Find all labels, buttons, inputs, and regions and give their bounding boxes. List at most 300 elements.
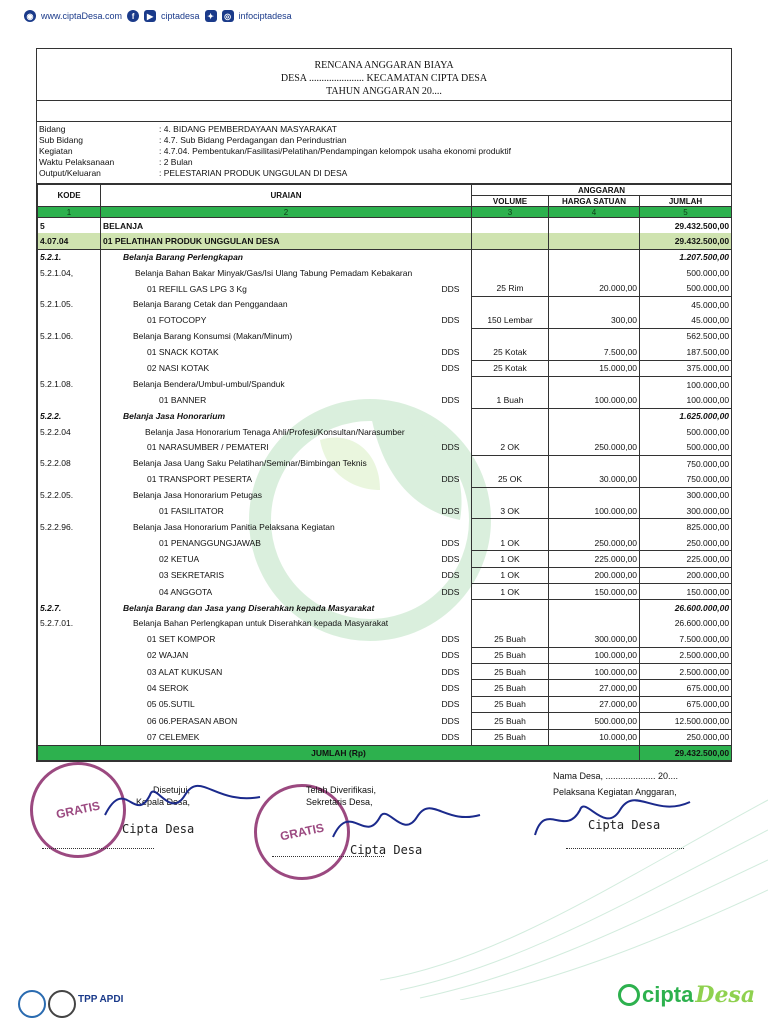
cell-uraian: 02 WAJAN <box>101 647 440 663</box>
instagram-link[interactable]: infociptadesa <box>238 11 292 21</box>
cell-uraian: 01 TRANSPORT PESERTA <box>101 471 440 487</box>
cell-kode <box>38 312 101 328</box>
info-value: : 4. BIDANG PEMBERDAYAAN MASYARAKAT <box>159 124 337 134</box>
cell-volume: 25 Rim <box>472 281 549 297</box>
cell-source: DDS <box>440 583 472 599</box>
cell-harga: 100.000,00 <box>549 647 640 663</box>
col-number: 3 <box>472 207 549 218</box>
cell-uraian: 01 PENANGGUNGJAWAB <box>101 535 440 551</box>
cell-volume: 3 OK <box>472 503 549 519</box>
cell-jumlah: 675.000,00 <box>640 680 732 696</box>
info-value: : 4.7.04. Pembentukan/Fasilitasi/Pelatihan/Pendampingan kelompok usaha ekonomi produktif <box>159 146 512 156</box>
cell-harga <box>549 600 640 616</box>
cell-source <box>440 249 472 265</box>
stamp-text: GRATIS <box>278 820 326 844</box>
cell-source <box>440 424 472 439</box>
header-anggaran: ANGGARAN <box>472 185 732 196</box>
table-row <box>38 519 732 535</box>
table-row <box>38 439 732 455</box>
table-row <box>38 551 732 567</box>
cell-kode <box>38 551 101 567</box>
info-row <box>39 146 729 157</box>
cell-volume: 25 Buah <box>472 647 549 663</box>
table-row <box>38 729 732 745</box>
sig-middle-line2: Sekretaris Desa, <box>306 797 373 807</box>
cell-kode <box>38 567 101 583</box>
cell-jumlah: 29.432.500,00 <box>640 218 732 234</box>
cell-source: DDS <box>440 439 472 455</box>
total-label: JUMLAH (Rp) <box>38 745 640 760</box>
cell-kode: 5.2.7.01. <box>38 616 101 631</box>
cell-volume: 25 Buah <box>472 680 549 696</box>
cell-harga <box>549 376 640 392</box>
cell-uraian: 07 CELEMEK <box>101 729 440 745</box>
cell-source <box>440 296 472 312</box>
cell-jumlah: 750.000,00 <box>640 471 732 487</box>
cell-uraian: 04 ANGGOTA <box>101 583 440 599</box>
cell-kode <box>38 535 101 551</box>
cell-kode: 5.2.1.06. <box>38 328 101 344</box>
cell-harga: 100.000,00 <box>549 503 640 519</box>
cell-jumlah: 500.000,00 <box>640 281 732 297</box>
cell-kode: 5.2.2.96. <box>38 519 101 535</box>
cell-harga: 300,00 <box>549 312 640 328</box>
cell-harga: 250.000,00 <box>549 439 640 455</box>
table-row <box>38 424 732 439</box>
sig-middle-line1: Telah Diverifikasi, <box>306 785 377 795</box>
cell-source <box>440 455 472 471</box>
cell-harga: 200.000,00 <box>549 567 640 583</box>
info-value: : 4.7. Sub Bidang Perdagangan dan Perindustrian <box>159 135 347 145</box>
cell-kode <box>38 713 101 729</box>
cell-uraian: 03 SEKRETARIS <box>101 567 440 583</box>
activity-info <box>37 122 731 184</box>
cell-uraian: 01 SET KOMPOR <box>101 631 440 647</box>
cell-harga <box>549 249 640 265</box>
table-row <box>38 583 732 599</box>
cell-jumlah: 500.000,00 <box>640 424 732 439</box>
cell-jumlah: 200.000,00 <box>640 567 732 583</box>
cell-volume: 150 Lembar <box>472 312 549 328</box>
cell-jumlah: 1.625.000,00 <box>640 408 732 424</box>
cell-volume: 1 OK <box>472 535 549 551</box>
cell-source <box>440 616 472 631</box>
header-kode: KODE <box>38 185 101 207</box>
cell-jumlah: 12.500.000,00 <box>640 713 732 729</box>
table-row <box>38 616 732 631</box>
cell-volume <box>472 296 549 312</box>
table-row <box>38 600 732 616</box>
cell-source: DDS <box>440 663 472 679</box>
social-bar <box>24 8 292 24</box>
cell-harga <box>549 265 640 280</box>
info-row <box>39 124 729 135</box>
cell-volume: 25 Buah <box>472 713 549 729</box>
cell-source: DDS <box>440 344 472 360</box>
cell-source: DDS <box>440 281 472 297</box>
cell-harga <box>549 296 640 312</box>
cell-kode: 5.2.7. <box>38 600 101 616</box>
table-row <box>38 392 732 408</box>
cell-kode: 5.2.2.08 <box>38 455 101 471</box>
cell-jumlah: 250.000,00 <box>640 535 732 551</box>
table-row <box>38 487 732 503</box>
cell-harga: 30.000,00 <box>549 471 640 487</box>
sig-right-line1: Nama Desa, .................... 20.... <box>553 771 679 781</box>
table-row <box>38 503 732 519</box>
cell-source: DDS <box>440 471 472 487</box>
cell-jumlah: 7.500.000,00 <box>640 631 732 647</box>
info-row <box>39 135 729 146</box>
tpp-apdi-logo <box>78 994 123 1005</box>
tpp-text: TPP <box>78 994 98 1005</box>
cell-uraian: 03 ALAT KUKUSAN <box>101 663 440 679</box>
cell-volume <box>472 600 549 616</box>
table-row <box>38 376 732 392</box>
cell-source: DDS <box>440 696 472 712</box>
cell-jumlah: 825.000,00 <box>640 519 732 535</box>
cell-kode: 5.2.1.05. <box>38 296 101 312</box>
cell-uraian: 01 FASILITATOR <box>101 503 440 519</box>
cell-uraian: Belanja Bendera/Umbul-umbul/Spanduk <box>101 376 440 392</box>
cell-kode <box>38 583 101 599</box>
cell-volume <box>472 249 549 265</box>
cell-jumlah: 150.000,00 <box>640 583 732 599</box>
cell-kode <box>38 392 101 408</box>
table-row <box>38 312 732 328</box>
table-row <box>38 249 732 265</box>
budget-document <box>36 48 732 762</box>
cell-kode: 5.2.2. <box>38 408 101 424</box>
cell-source: DDS <box>440 680 472 696</box>
cell-harga <box>549 218 640 234</box>
cell-jumlah: 750.000,00 <box>640 455 732 471</box>
cell-volume <box>472 328 549 344</box>
cipta-word: cipta <box>642 982 694 1007</box>
total-value: 29.432.500,00 <box>640 745 732 760</box>
cell-jumlah: 500.000,00 <box>640 265 732 280</box>
cell-source: DDS <box>440 392 472 408</box>
info-row <box>39 168 729 179</box>
cell-harga: 100.000,00 <box>549 392 640 408</box>
cell-harga: 100.000,00 <box>549 663 640 679</box>
cell-jumlah: 187.500,00 <box>640 344 732 360</box>
cell-source: DDS <box>440 567 472 583</box>
cell-volume <box>472 455 549 471</box>
cell-uraian: 01 NARASUMBER / PEMATERI <box>101 439 440 455</box>
cell-volume <box>472 218 549 234</box>
cell-volume: 25 Kotak <box>472 360 549 376</box>
cell-volume <box>472 376 549 392</box>
twitter-icon[interactable]: ✦ <box>205 10 217 22</box>
cell-harga: 225.000,00 <box>549 551 640 567</box>
budget-table <box>37 184 732 761</box>
cell-volume: 25 OK <box>472 471 549 487</box>
cell-kode: 4.07.04 <box>38 233 101 249</box>
cell-source: DDS <box>440 535 472 551</box>
cell-jumlah: 2.500.000,00 <box>640 663 732 679</box>
youtube-link[interactable]: ciptadesa <box>161 11 200 21</box>
cell-source <box>440 519 472 535</box>
cell-volume <box>472 487 549 503</box>
cell-harga: 15.000,00 <box>549 360 640 376</box>
title-line-3: TAHUN ANGGARAN 20.... <box>326 86 442 97</box>
cell-volume <box>472 424 549 439</box>
cell-harga <box>549 616 640 631</box>
cell-uraian: BELANJA <box>101 218 440 234</box>
cell-harga: 250.000,00 <box>549 535 640 551</box>
regency-logo-icon <box>48 990 76 1018</box>
info-label: Kegiatan <box>39 146 73 156</box>
sig-right-line2: Pelaksana Kegiatan Anggaran, <box>553 787 677 797</box>
cell-kode <box>38 439 101 455</box>
cell-kode <box>38 281 101 297</box>
cell-kode <box>38 680 101 696</box>
stamp-text: GRATIS <box>54 798 102 822</box>
cell-volume <box>472 616 549 631</box>
globe-icon: ◉ <box>24 10 36 22</box>
cell-uraian: Belanja Bahan Perlengkapan untuk Diserahkan kepada Masyarakat <box>101 616 440 631</box>
cell-uraian: 04 SEROK <box>101 680 440 696</box>
ciptadesa-logo <box>618 982 755 1008</box>
cell-source: DDS <box>440 729 472 745</box>
table-row <box>38 680 732 696</box>
table-row <box>38 471 732 487</box>
sig-left-line2: Kepala Desa, <box>135 797 190 807</box>
cell-jumlah: 26.600.000,00 <box>640 616 732 631</box>
header-jumlah: JUMLAH <box>640 196 732 207</box>
cell-volume <box>472 408 549 424</box>
cell-harga <box>549 455 640 471</box>
cell-harga: 500.000,00 <box>549 713 640 729</box>
cell-kode: 5.2.1. <box>38 249 101 265</box>
table-row <box>38 696 732 712</box>
table-row <box>38 360 732 376</box>
header-volume: VOLUME <box>472 196 549 207</box>
cell-jumlah: 375.000,00 <box>640 360 732 376</box>
table-row <box>38 647 732 663</box>
sig-right-line <box>566 840 684 849</box>
cell-kode: 5.2.1.04, <box>38 265 101 280</box>
cell-harga <box>549 233 640 249</box>
cell-source <box>440 265 472 280</box>
cell-jumlah: 225.000,00 <box>640 551 732 567</box>
cell-harga: 10.000,00 <box>549 729 640 745</box>
cell-jumlah: 562.500,00 <box>640 328 732 344</box>
document-title <box>37 49 731 101</box>
cell-volume: 25 Kotak <box>472 344 549 360</box>
cell-source: DDS <box>440 503 472 519</box>
cipta-leaf-icon <box>618 984 640 1006</box>
cell-uraian: Belanja Barang dan Jasa yang Diserahkan kepada Masyarakat <box>101 600 440 616</box>
info-label: Sub Bidang <box>39 135 83 145</box>
cell-harga: 300.000,00 <box>549 631 640 647</box>
col-number: 5 <box>640 207 732 218</box>
cell-uraian: Belanja Barang Konsumsi (Makan/Minum) <box>101 328 440 344</box>
header-harga: HARGA SATUAN <box>549 196 640 207</box>
cell-kode: 5.2.2.04 <box>38 424 101 439</box>
cell-source <box>440 408 472 424</box>
cell-uraian: 01 REFILL GAS LPG 3 Kg <box>101 281 440 297</box>
cell-harga: 27.000,00 <box>549 680 640 696</box>
cell-harga <box>549 519 640 535</box>
cell-jumlah: 29.432.500,00 <box>640 233 732 249</box>
cell-kode: 5.2.2.05. <box>38 487 101 503</box>
cell-jumlah: 2.500.000,00 <box>640 647 732 663</box>
table-row <box>38 281 732 297</box>
cell-source: DDS <box>440 647 472 663</box>
cell-uraian: Belanja Jasa Honorarium Tenaga Ahli/Profesi/Konsultan/Narasumber <box>101 424 440 439</box>
col-number: 4 <box>549 207 640 218</box>
sig-left-line1: Disetujui, <box>152 785 190 795</box>
cell-kode <box>38 663 101 679</box>
website-link[interactable]: www.ciptaDesa.com <box>41 11 123 21</box>
cell-kode: 5 <box>38 218 101 234</box>
cell-source: DDS <box>440 551 472 567</box>
sig-left-line <box>42 840 154 849</box>
cell-harga: 7.500,00 <box>549 344 640 360</box>
cell-kode <box>38 729 101 745</box>
table-row <box>38 218 732 234</box>
header-uraian: URAIAN <box>101 185 472 207</box>
cell-volume: 2 OK <box>472 439 549 455</box>
table-row <box>38 265 732 280</box>
cell-uraian: 06 06.PERASAN ABON <box>101 713 440 729</box>
info-label: Bidang <box>39 124 66 134</box>
sig-middle-name: Cipta Desa <box>350 843 423 857</box>
youtube-icon[interactable]: ▶ <box>144 10 156 22</box>
col-number: 2 <box>101 207 472 218</box>
cell-uraian: 05 05.SUTIL <box>101 696 440 712</box>
cell-uraian: 01 FOTOCOPY <box>101 312 440 328</box>
cell-kode <box>38 344 101 360</box>
title-spacer <box>37 101 731 122</box>
cell-source <box>440 600 472 616</box>
cell-harga: 20.000,00 <box>549 281 640 297</box>
cell-jumlah: 100.000,00 <box>640 376 732 392</box>
info-value: : 2 Bulan <box>159 157 193 167</box>
cell-uraian: Belanja Bahan Bakar Minyak/Gas/Isi Ulang Tabung Pemadam Kebakaran <box>101 265 440 280</box>
cell-harga <box>549 328 640 344</box>
cell-uraian: Belanja Jasa Honorarium Panitia Pelaksana Kegiatan <box>101 519 440 535</box>
cell-kode <box>38 471 101 487</box>
cell-volume: 1 OK <box>472 583 549 599</box>
cell-kode <box>38 360 101 376</box>
title-line-1: RENCANA ANGGARAN BIAYA <box>314 60 454 71</box>
cell-volume <box>472 519 549 535</box>
cell-volume <box>472 265 549 280</box>
table-row <box>38 328 732 344</box>
table-row <box>38 663 732 679</box>
cell-volume: 25 Buah <box>472 696 549 712</box>
cell-source <box>440 376 472 392</box>
cell-source: DDS <box>440 631 472 647</box>
cell-source: DDS <box>440 360 472 376</box>
cell-uraian: Belanja Barang Perlengkapan <box>101 249 440 265</box>
cell-jumlah: 45.000,00 <box>640 296 732 312</box>
col-number: 1 <box>38 207 101 218</box>
cell-uraian: Belanja Jasa Uang Saku Pelatihan/Seminar/Bimbingan Teknis <box>101 455 440 471</box>
cell-kode <box>38 696 101 712</box>
title-line-2: DESA ...................... KECAMATAN CIPTA DESA <box>280 73 488 84</box>
cell-uraian: 01 PELATIHAN PRODUK UNGGULAN DESA <box>101 233 440 249</box>
info-label: Waktu Pelaksanaan <box>39 157 115 167</box>
sig-middle-line <box>272 848 384 857</box>
apdi-text: APDI <box>99 994 124 1005</box>
cell-source <box>440 328 472 344</box>
cell-uraian: 02 KETUA <box>101 551 440 567</box>
facebook-icon[interactable]: f <box>127 10 139 22</box>
cell-jumlah: 45.000,00 <box>640 312 732 328</box>
cell-uraian: Belanja Jasa Honorarium Petugas <box>101 487 440 503</box>
cell-kode <box>38 503 101 519</box>
sig-right-name: Cipta Desa <box>588 818 661 832</box>
cell-uraian: 01 SNACK KOTAK <box>101 344 440 360</box>
cell-uraian: Belanja Jasa Honorarium <box>101 408 440 424</box>
table-row <box>38 631 732 647</box>
table-row <box>38 233 732 249</box>
cell-jumlah: 675.000,00 <box>640 696 732 712</box>
cell-volume: 1 OK <box>472 551 549 567</box>
cell-volume: 1 OK <box>472 567 549 583</box>
info-value: : PELESTARIAN PRODUK UNGGULAN DI DESA <box>159 168 348 178</box>
cell-kode: 5.2.1.08. <box>38 376 101 392</box>
cell-volume: 25 Buah <box>472 729 549 745</box>
info-row <box>39 157 729 168</box>
table-row <box>38 455 732 471</box>
cell-jumlah: 300.000,00 <box>640 487 732 503</box>
cell-volume: 25 Buah <box>472 663 549 679</box>
cell-volume: 25 Buah <box>472 631 549 647</box>
cell-uraian: Belanja Barang Cetak dan Penggandaan <box>101 296 440 312</box>
cell-harga <box>549 408 640 424</box>
cell-kode <box>38 647 101 663</box>
cell-kode <box>38 631 101 647</box>
cell-jumlah: 100.000,00 <box>640 392 732 408</box>
table-row <box>38 713 732 729</box>
cell-jumlah: 300.000,00 <box>640 503 732 519</box>
cell-uraian: 02 NASI KOTAK <box>101 360 440 376</box>
cell-source <box>440 218 472 234</box>
instagram-icon[interactable]: ◎ <box>222 10 234 22</box>
info-label: Output/Keluaran <box>39 168 101 178</box>
cell-jumlah: 250.000,00 <box>640 729 732 745</box>
ministry-logo-icon <box>18 990 46 1018</box>
cell-jumlah: 500.000,00 <box>640 439 732 455</box>
cell-uraian: 01 BANNER <box>101 392 440 408</box>
cell-source <box>440 233 472 249</box>
table-row <box>38 408 732 424</box>
table-row <box>38 567 732 583</box>
cell-source: DDS <box>440 713 472 729</box>
cell-jumlah: 1.207.500,00 <box>640 249 732 265</box>
cell-harga <box>549 424 640 439</box>
cell-harga <box>549 487 640 503</box>
table-row <box>38 344 732 360</box>
cell-volume: 1 Buah <box>472 392 549 408</box>
cell-harga: 27.000,00 <box>549 696 640 712</box>
desa-script: Desa <box>695 982 756 1008</box>
table-row <box>38 296 732 312</box>
cell-harga: 150.000,00 <box>549 583 640 599</box>
cell-jumlah: 26.600.000,00 <box>640 600 732 616</box>
sig-left-name: Cipta Desa <box>122 822 195 836</box>
cell-volume <box>472 233 549 249</box>
cell-source: DDS <box>440 312 472 328</box>
cell-source <box>440 487 472 503</box>
table-row <box>38 535 732 551</box>
total-row <box>38 745 732 760</box>
